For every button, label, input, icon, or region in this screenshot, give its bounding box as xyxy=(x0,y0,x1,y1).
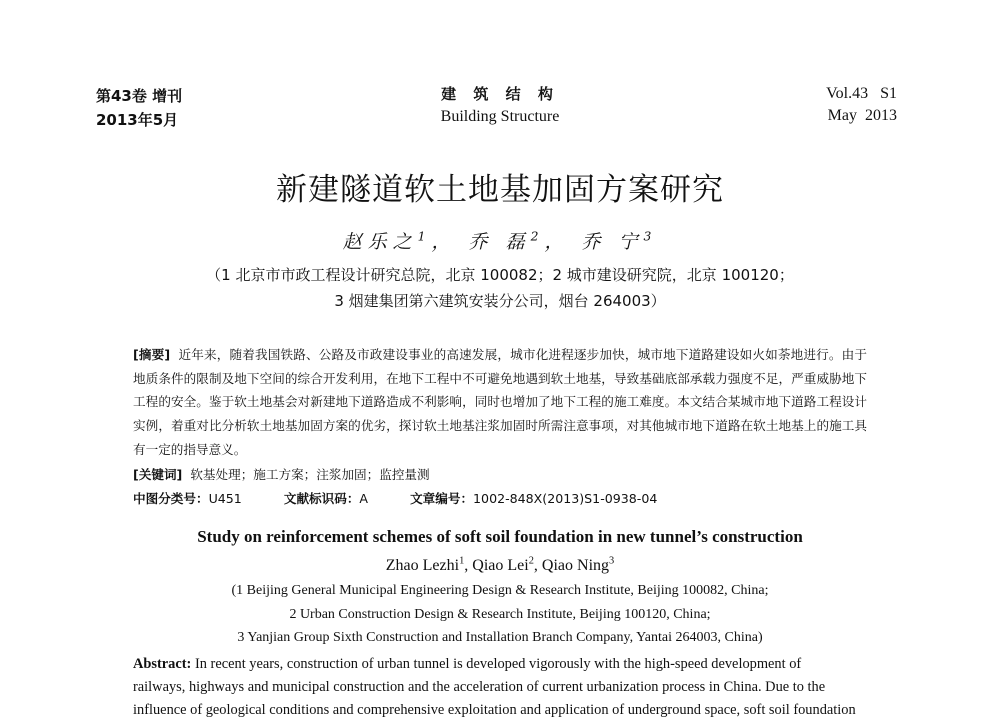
abstract-en-line3: influence of geological conditions and comprehensive exploitation and application of underground space, soft soil foundation xyxy=(133,702,856,718)
affiliation-en-line1: (1 Beijing General Municipal Engineering Design & Research Institute, Beijing 100082, China; xyxy=(231,583,769,598)
abstract-en-label: Abstract: xyxy=(133,656,192,672)
keywords-label: [关键词] xyxy=(133,467,183,482)
journal-name-en: Building Structure xyxy=(440,108,560,125)
affiliation-cn-line2: 3 烟建集团第六建筑安装分公司，烟台 264003） xyxy=(334,292,666,310)
authors-cn xyxy=(0,229,1000,255)
authors-en xyxy=(0,555,1000,577)
affiliation-en-line3: 3 Yanjian Group Sixth Construction and Installation Branch Company, Yantai 264003, China) xyxy=(237,630,763,645)
paper-title-cn: 新建隧道软土地基加固方案研究 xyxy=(276,172,724,208)
doc-code-value: A xyxy=(359,491,369,506)
author-en: Qiao Lei$^2$, xyxy=(472,555,542,574)
volume-issue: 第43卷 增刊 xyxy=(96,87,183,105)
abstract-en-line1: Abstract: In recent years, construction of urban tunnel is developed vigorously with the high-speed development of xyxy=(133,656,802,672)
classification-line xyxy=(133,487,657,511)
abstract-cn-text: 近年来，随着我国铁路、公路及市政建设事业的高速发展，城市化进程逐步加快，城市地下道路建设如火如荼地进行。由于地质条件的限制及地下空间的综合开发利用，在地下工程中不可避免地遇到软土地基，导致基础底部承载力强度不足，严重威胁地下工程的安全。鉴于软土地基会对新建地下道路造成不利影响，同时也增加了地下工程的施工难度。本文结合某城市地下道路工程设计实例，着重对比分析软土地基加固方案的优劣，探讨软土地基注浆加固时所需注意事项，对其他城市地下道路在软土地基上的施工具有一定的指导意义。 xyxy=(133,347,868,457)
clc-label: 中图分类号： xyxy=(133,491,209,506)
date-en: May 2013 xyxy=(827,107,897,124)
author-en: Qiao Ning$^3$ xyxy=(541,555,615,574)
publication-date: 2013年5月 xyxy=(96,111,179,129)
article-no-value: 1002-848X(2013)S1-0938-04 xyxy=(473,491,658,506)
author-cn: 乔 磊$^2$， xyxy=(468,229,570,253)
clc-value: U451 xyxy=(208,491,242,506)
affiliation-en-line2: 2 Urban Construction Design & Research Institute, Beijing 100120, China; xyxy=(289,607,711,622)
author-cn: 乔 宁$^3$ xyxy=(581,229,658,253)
volume-en: Vol.43 S1 xyxy=(826,85,897,102)
journal-name-cn: 建 筑 结 构 xyxy=(441,85,559,103)
affiliation-cn-line1: （1 北京市市政工程设计研究总院，北京 100082；2 城市建设研究院，北京 100120； xyxy=(206,266,794,284)
abstract-cn xyxy=(133,343,867,462)
doc-code-label: 文献标识码： xyxy=(283,491,360,506)
abstract-cn-label: [摘要] xyxy=(133,347,171,362)
paper-title-en: Study on reinforcement schemes of soft soil foundation in new tunnel’s construction xyxy=(197,527,803,546)
author-en: Zhao Lezhi$^1$, xyxy=(385,555,473,574)
keywords-text: 软基处理；施工方案；注浆加固；监控量测 xyxy=(190,467,430,482)
author-cn: 赵乐之$^1$， xyxy=(342,229,457,253)
article-no-label: 文章编号： xyxy=(410,491,474,506)
keywords-cn xyxy=(133,463,430,487)
abstract-en-line2: railways, highways and municipal construction and the acceleration of current urbanization process in China. Due to the xyxy=(133,679,826,695)
